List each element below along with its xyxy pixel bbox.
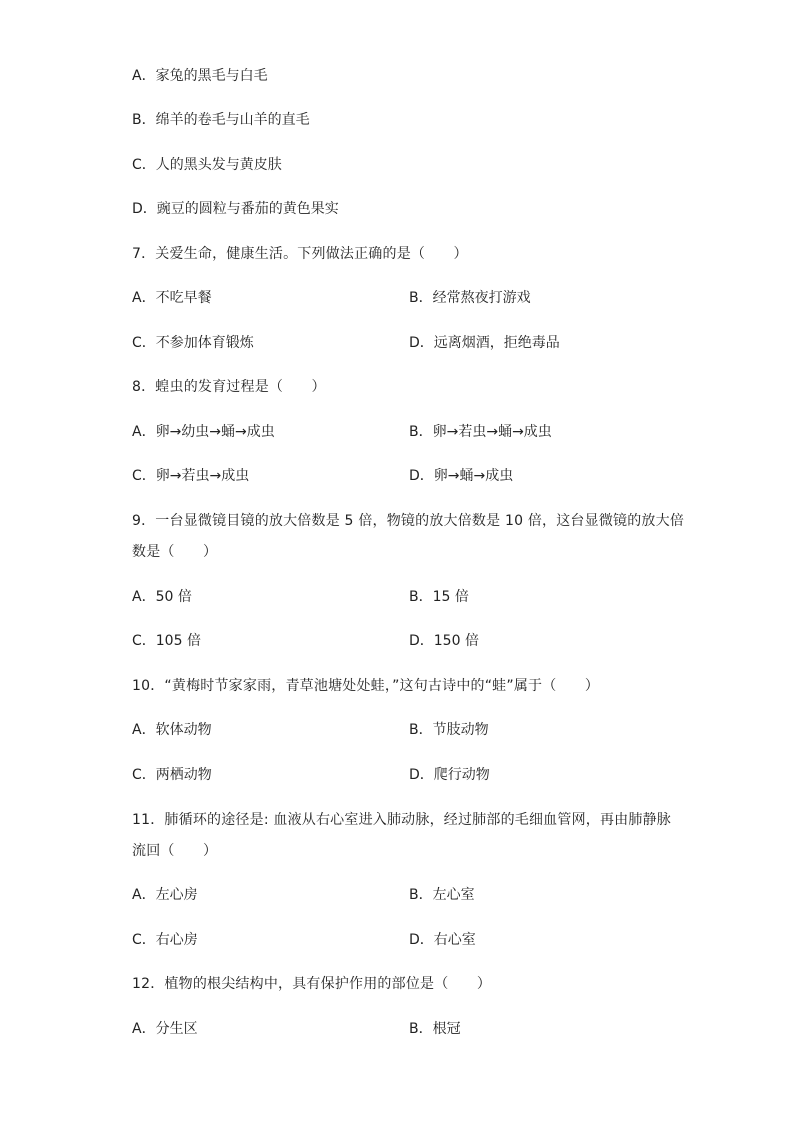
q11-stem-line1: 11．肺循环的途径是: 血液从右心室进入肺动脉，经过肺部的毛细血管网，再由肺静脉: [132, 812, 671, 828]
q6-option-d: D．豌豆的圆粒与番茄的黄色果实: [132, 201, 339, 217]
q7-stem: 7．关爱生命，健康生活。下列做法正确的是（ ）: [132, 246, 468, 262]
q9-option-c: C．105 倍: [132, 633, 201, 649]
q6-option-b: B．绵羊的卷毛与山羊的直毛: [132, 112, 310, 128]
q10-option-b: B．节肢动物: [409, 722, 489, 738]
q10-option-a: A．软体动物: [132, 722, 212, 738]
q7-option-d: D．远离烟酒，拒绝毒品: [409, 335, 560, 351]
q8-option-d: D．卵→蛹→成虫: [409, 468, 514, 484]
q6-option-a: A．家兔的黑毛与白毛: [132, 68, 268, 84]
q11-option-d: D．右心室: [409, 932, 476, 948]
q11-option-a: A．左心房: [132, 887, 198, 903]
q11-option-b: B．左心室: [409, 887, 475, 903]
q10-stem: 10．“黄梅时节家家雨，青草池塘处处蛙，”这句古诗中的“蛙”属于（ ）: [132, 678, 600, 694]
q8-option-c: C．卵→若虫→成虫: [132, 468, 250, 484]
q9-option-b: B．15 倍: [409, 589, 469, 605]
q12-option-a: A．分生区: [132, 1021, 198, 1037]
q8-option-a: A．卵→幼虫→蛹→成虫: [132, 424, 275, 440]
q12-stem: 12．植物的根尖结构中，具有保护作用的部位是（ ）: [132, 976, 492, 992]
q8-stem: 8．蝗虫的发育过程是（ ）: [132, 379, 326, 395]
q8-option-b: B．卵→若虫→蛹→成虫: [409, 424, 552, 440]
q7-option-a: A．不吃早餐: [132, 290, 212, 306]
q9-option-a: A．50 倍: [132, 589, 192, 605]
q6-option-c: C．人的黑头发与黄皮肤: [132, 157, 282, 173]
q11-option-c: C．右心房: [132, 932, 198, 948]
q9-stem-line2: 数是（ ）: [132, 544, 218, 560]
q12-option-b: B．根冠: [409, 1021, 461, 1037]
q10-option-d: D．爬行动物: [409, 767, 490, 783]
q7-option-c: C．不参加体育锻炼: [132, 335, 254, 351]
q9-option-d: D．150 倍: [409, 633, 479, 649]
q9-stem-line1: 9．一台显微镜目镜的放大倍数是 5 倍，物镜的放大倍数是 10 倍，这台显微镜的放大倍: [132, 513, 685, 529]
q7-option-b: B．经常熬夜打游戏: [409, 290, 531, 306]
q10-option-c: C．两栖动物: [132, 767, 212, 783]
q11-stem-line2: 流回（ ）: [132, 843, 218, 859]
